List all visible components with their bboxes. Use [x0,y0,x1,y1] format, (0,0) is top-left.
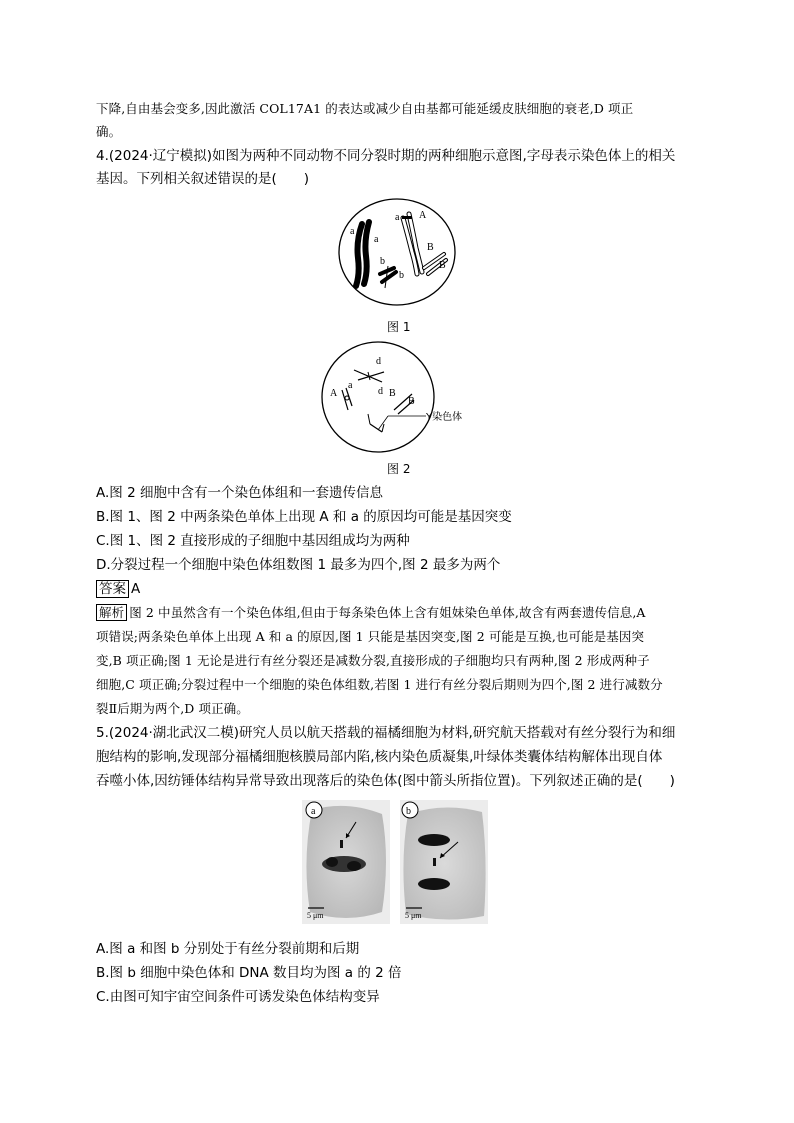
fig1-label-a-1: a [350,226,355,237]
figure-1-cell-diagram [336,196,458,308]
q5-stem-line-3: 吞噬小体,因纺锤体结构异常导致出现落后的染色体(图中箭头所指位置)。下列叙述正确的是( ) [96,773,675,789]
q4-analysis-line-3: 变,B 项正确;图 1 无论是进行有丝分裂还是减数分裂,直接形成的子细胞均只有两种,图 2 形成两种子 [96,653,650,668]
fig2-label-B-2: B [408,396,415,407]
q4-stem-line-2: 基因。下列相关叙述错误的是( ) [96,171,310,187]
fig1-label-A: A [419,210,427,221]
figure-1-caption: 图 1 [387,320,411,334]
carryover-line-2: 确。 [96,124,122,139]
fig2-label-y-chromosome: Y染色体 [426,412,463,423]
fig1-label-b-2: b [399,270,404,281]
fig2-label-A: A [330,388,338,399]
q5-stem-line-1: 5.(2024·湖北武汉二模)研究人员以航天搭载的福橘细胞为材料,研究航天搭载对有丝分裂行为和细 [96,725,676,741]
q4-option-d: D.分裂过程一个细胞中染色体组数图 1 最多为四个,图 2 最多为两个 [96,557,501,573]
fig1-label-a-3: a [395,212,400,223]
micrograph-a-label: a [311,806,316,817]
q5-stem-line-2: 胞结构的影响,发现部分福橘细胞核膜局部内陷,核内染色质凝集,叶绿体类囊体结构解体出现自体 [96,749,663,765]
figure-2-cell-diagram [318,338,488,456]
q4-answer-row [96,580,140,598]
q4-option-c: C.图 1、图 2 直接形成的子细胞中基因组成均为两种 [96,533,410,549]
q5-option-c: C.由图可知宇宙空间条件可诱发染色体结构变异 [96,989,380,1005]
fig1-label-B-2: B [439,260,446,271]
analysis-label: 解析 [96,604,127,621]
q4-option-a: A.图 2 细胞中含有一个染色体组和一套遗传信息 [96,485,383,501]
fig2-label-a: a [348,380,353,391]
q5-option-a: A.图 a 和图 b 分别处于有丝分裂前期和后期 [96,941,360,957]
scale-bar-a-label: 5 μm [307,911,324,920]
scale-bar-b-label: 5 μm [405,911,422,920]
q5-option-b: B.图 b 细胞中染色体和 DNA 数目均为图 a 的 2 倍 [96,965,402,981]
q4-analysis-line-1: 解析 图 2 中虽然含有一个染色体组,但由于每条染色体上含有姐妹染色单体,故含有两套遗传信息,A [96,604,646,622]
answer-value: A [131,581,141,597]
fig1-label-b-1: b [380,256,385,267]
q4-stem-line-1: 4.(2024·辽宁模拟)如图为两种不同动物不同分裂时期的两种细胞示意图,字母表示染色体上的相关 [96,148,676,164]
micrograph-a [302,800,390,924]
figure-2-caption: 图 2 [387,462,411,476]
fig2-label-d-1: d [376,356,381,367]
q4-analysis-line-4: 细胞,C 项正确;分裂过程中一个细胞的染色体组数,若图 1 进行有丝分裂后期则为四个,图 2 进行减数分 [96,677,663,692]
fig1-label-a-2: a [374,234,379,245]
carryover-line-1: 下降,自由基会变多,因此激活 COL17A1 的表达或减少自由基都可能延缓皮肤细胞的衰老,D 项正 [96,101,634,116]
q4-option-b: B.图 1、图 2 中两条染色单体上出现 A 和 a 的原因均可能是基因突变 [96,509,512,525]
micrograph-b [400,800,488,924]
q4-analysis-line-5: 裂Ⅱ后期为两个,D 项正确。 [96,701,249,716]
fig2-label-B-1: B [389,388,396,399]
fig2-label-d-2: d [378,386,383,397]
micrograph-b-label: b [406,806,411,817]
q4-analysis-line-2: 项错误;两条染色单体上出现 A 和 a 的原因,图 1 只能是基因突变,图 2 可能是互换,也可能是基因突 [96,629,645,644]
fig1-label-B-1: B [427,242,434,253]
answer-label: 答案 [96,580,129,598]
